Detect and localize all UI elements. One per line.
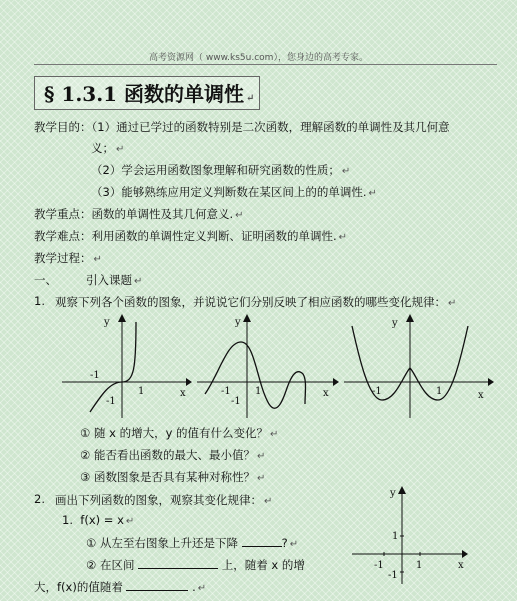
graph3-tick-1: 1 [436,386,443,397]
graph-cubic [62,312,192,420]
wave-curve [205,342,306,408]
page-header: 高考资源网（ www.ks5u.com），您身边的高考专家。 [149,53,368,63]
blank-3[interactable] [126,590,188,591]
graph-blank-axes [350,482,468,586]
graph1-y-label: y [104,317,110,328]
graph2-x-label: x [323,388,329,399]
page-title: § 1.3.1 函数的单调性 ↵ [44,82,255,106]
q1-bullet-3: ③ 函数图象是否具有某种对称性？ ↵ [80,470,266,484]
section-one-num: 一、 [34,273,57,287]
graph4-tick-neg1-x: -1 [374,560,384,571]
q1-text: 观察下列各个函数的图象，并说说它们分别反映了相应函数的哪些变化规律： ↵ [55,295,457,309]
difficulty: 教学难点：利用函数的单调性定义判断、证明函数的单调性. ↵ [34,229,348,243]
graph2-y-label: y [235,317,241,328]
q1-bullet-1: ① 随 x 的增大，y 的值有什么变化？ ↵ [80,426,279,440]
process-label: 教学过程： ↵ [34,251,102,265]
graph2-tick-neg1: -1 [221,386,231,397]
graph4-tick-1-x: 1 [416,560,423,571]
blank-1[interactable] [242,546,282,547]
objectives-line-2: 义； ↵ [91,141,125,155]
graph3-y-label: y [392,318,398,329]
graph3-x-label: x [478,390,484,401]
objectives-line-1: 教学目的：（1）通过已学过的函数特别是二次函数，理解函数的单调性及其几何意 [34,120,450,134]
graph1-tick-1: 1 [138,386,145,397]
q2-question-2-cont: 大，f(x)的值随着 . ↵ [34,580,207,594]
header-divider [34,64,497,65]
graph1-tick-neg1-y: -1 [106,396,116,407]
graph4-tick-neg1-y: -1 [388,570,398,581]
q2-question-1: ① 从左至右图象上升还是下降 ? ↵ [86,536,299,550]
q2-text: 画出下列函数的图象，观察其变化规律： ↵ [55,493,273,507]
key-point: 教学重点：函数的单调性及其几何意义. ↵ [34,207,244,221]
section-one-title: 引入课题 ↵ [86,273,143,287]
graph3-tick-neg1: -1 [372,386,382,397]
objectives-line-4: （3）能够熟练应用定义判断数在某区间上的的单调性. ↵ [91,185,377,199]
blank-2[interactable] [138,568,218,569]
q2-num: 2. [34,492,45,506]
q2-sub: 1. f(x) = x ↵ [62,513,135,527]
graph-wave [197,312,339,420]
graph4-tick-1-y: 1 [392,531,399,542]
graph4-x-label: x [458,560,464,571]
graph1-tick-neg1: -1 [90,370,100,381]
q2-question-2: ② 在区间 上，随着 x 的增 [86,558,305,572]
graph-w-shape [344,312,494,420]
graph4-y-label: y [390,488,396,499]
graph2-tick-neg1-y: -1 [231,396,241,407]
graph1-x-label: x [180,388,186,399]
q1-bullet-2: ② 能否看出函数的最大、最小值？ ↵ [80,448,266,462]
objectives-line-3: （2）学会运用函数图象理解和研究函数的性质； ↵ [91,163,351,177]
graph2-tick-1: 1 [255,386,262,397]
q1-num: 1. [34,294,45,308]
